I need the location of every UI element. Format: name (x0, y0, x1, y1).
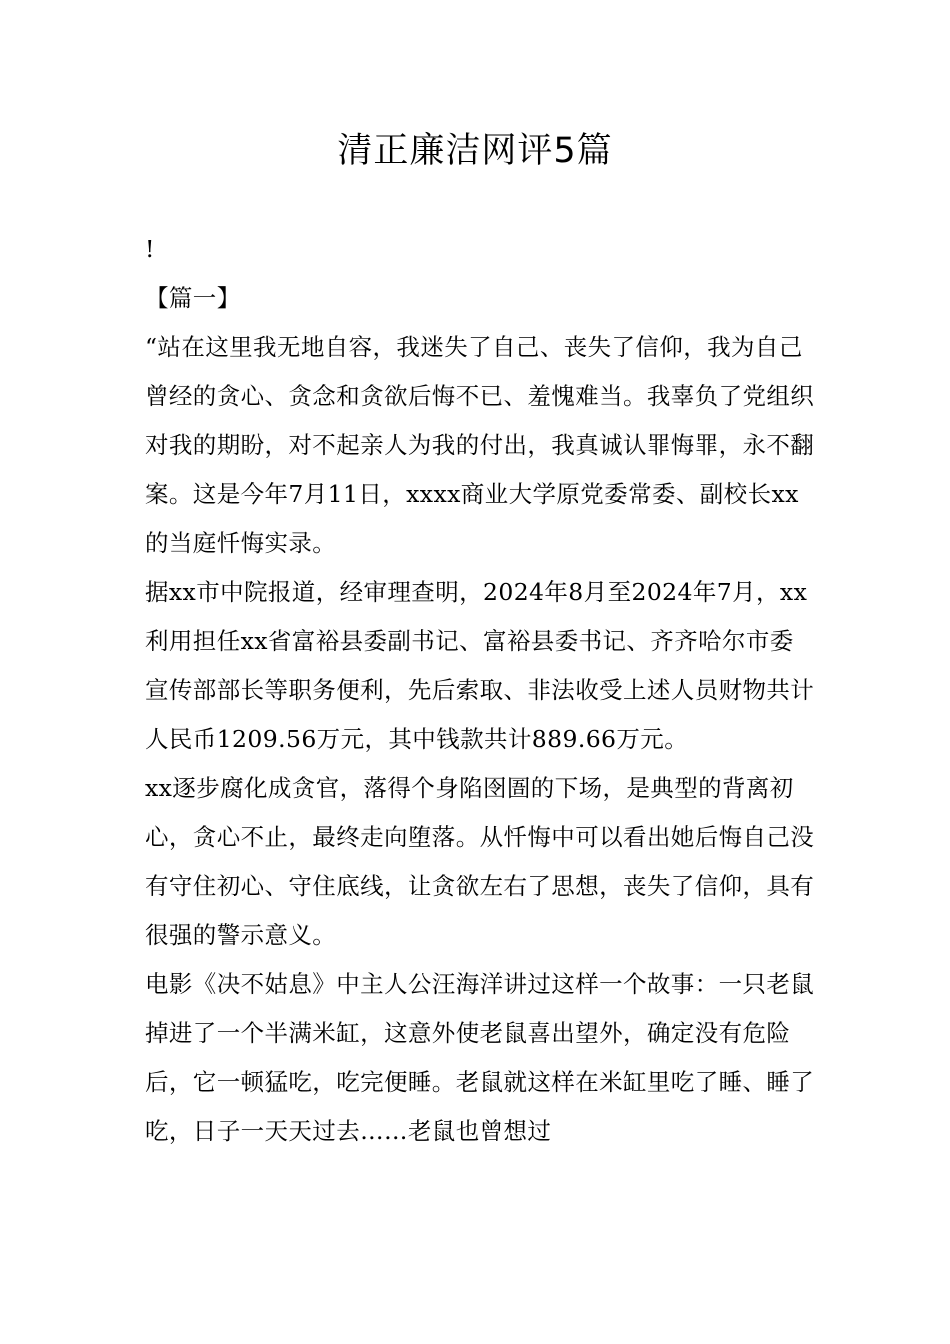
document-body (145, 225, 817, 1156)
paragraph-court-report: 据xx市中院报道，经审理查明，2024年8月至2024年7月，xx利用担任xx省富裕县委副书记、富裕县委书记、齐齐哈尔市委宣传部部长等职务便利，先后索取、非法收受上述人员财物共计人民币1209.56万元，其中钱款共计889.66万元。 (145, 578, 815, 753)
paragraph-analysis: xx逐步腐化成贪官，落得个身陷囹圄的下场，是典型的背离初心，贪心不止，最终走向堕落。从忏悔中可以看出她后悔自己没有守住初心、守住底线，让贪欲左右了思想，丧失了信仰，具有很强的警示意义。 (145, 774, 815, 949)
paragraph-confession-quote: “站在这里我无地自容，我迷失了自己、丧失了信仰，我为自己曾经的贪心、贪念和贪欲后悔不已、羞愧难当。我辜负了党组织对我的期盼，对不起亲人为我的付出，我真诚认罪悔罪，永不翻案。这是今年7月11日，xxxx商业大学原党委常委、副校长xx的当庭忏悔实录。 (145, 333, 815, 557)
paragraph-movie-story: 电影《决不姑息》中主人公汪海洋讲过这样一个故事：一只老鼠掉进了一个半满米缸，这意外使老鼠喜出望外，确定没有危险后，它一顿猛吃，吃完便睡。老鼠就这样在米缸里吃了睡、睡了吃，日子一天天过去……老鼠也曾想过 (145, 970, 815, 1145)
paragraph-exclamation: ! (145, 235, 155, 263)
document-title: 清正廉洁网评5篇 (337, 131, 613, 171)
section-heading-part-one: 【篇一】 (145, 284, 241, 312)
